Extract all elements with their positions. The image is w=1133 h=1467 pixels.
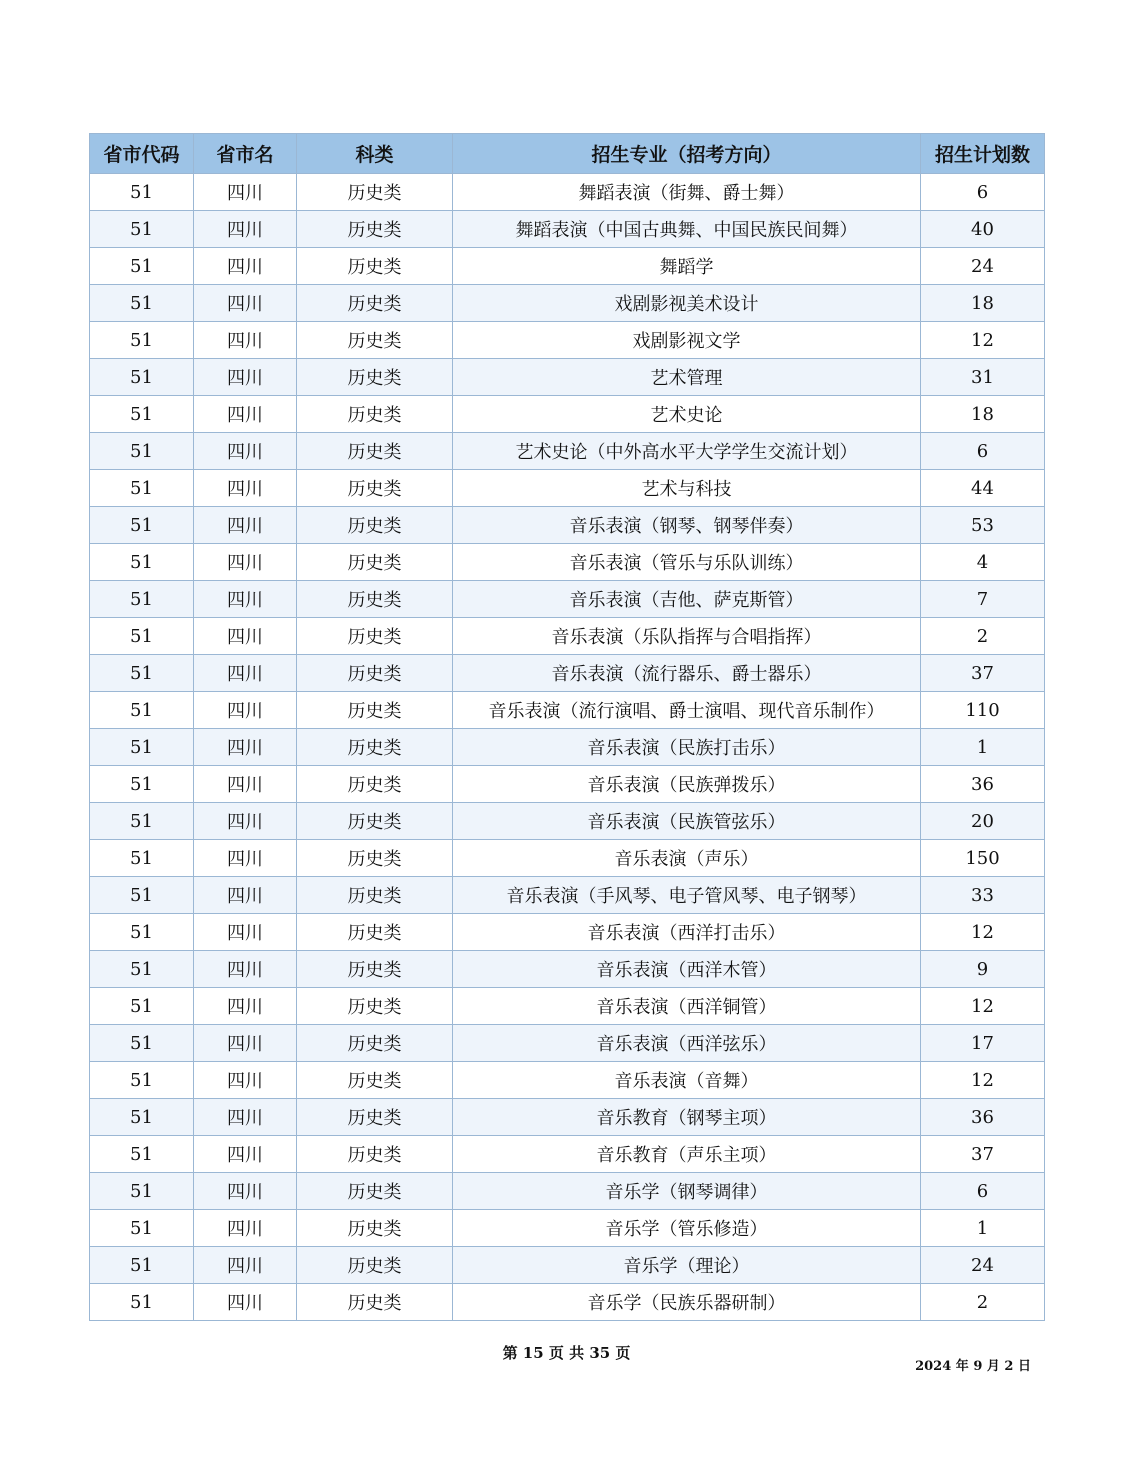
cell-province-code: 51 [90, 914, 194, 951]
cell-subject-category: 历史类 [297, 1210, 453, 1247]
cell-plan-count: 4 [921, 544, 1045, 581]
cell-plan-count: 53 [921, 507, 1045, 544]
cell-province-name: 四川 [194, 470, 297, 507]
cell-major: 音乐表演（西洋弦乐） [453, 1025, 921, 1062]
cell-province-name: 四川 [194, 581, 297, 618]
cell-province-code: 51 [90, 1099, 194, 1136]
cell-subject-category: 历史类 [297, 1136, 453, 1173]
cell-major: 音乐表演（音舞） [453, 1062, 921, 1099]
table-row [90, 433, 1045, 470]
cell-plan-count: 6 [921, 433, 1045, 470]
cell-subject-category: 历史类 [297, 1062, 453, 1099]
cell-major: 艺术与科技 [453, 470, 921, 507]
column-header-major: 招生专业（招考方向） [453, 134, 921, 174]
cell-province-name: 四川 [194, 803, 297, 840]
table-row [90, 766, 1045, 803]
cell-subject-category: 历史类 [297, 248, 453, 285]
table-row [90, 1099, 1045, 1136]
cell-major: 戏剧影视文学 [453, 322, 921, 359]
table-row [90, 877, 1045, 914]
cell-province-code: 51 [90, 951, 194, 988]
cell-subject-category: 历史类 [297, 877, 453, 914]
cell-major: 音乐表演（声乐） [453, 840, 921, 877]
cell-plan-count: 44 [921, 470, 1045, 507]
cell-province-name: 四川 [194, 914, 297, 951]
cell-plan-count: 12 [921, 914, 1045, 951]
cell-province-code: 51 [90, 322, 194, 359]
cell-province-name: 四川 [194, 618, 297, 655]
table-row [90, 470, 1045, 507]
cell-major: 音乐学（管乐修造） [453, 1210, 921, 1247]
cell-province-code: 51 [90, 507, 194, 544]
cell-province-code: 51 [90, 581, 194, 618]
cell-province-code: 51 [90, 655, 194, 692]
cell-province-code: 51 [90, 766, 194, 803]
cell-province-code: 51 [90, 618, 194, 655]
cell-subject-category: 历史类 [297, 803, 453, 840]
cell-plan-count: 37 [921, 655, 1045, 692]
cell-province-name: 四川 [194, 1025, 297, 1062]
cell-major: 音乐学（钢琴调律） [453, 1173, 921, 1210]
cell-major: 音乐教育（声乐主项） [453, 1136, 921, 1173]
cell-province-code: 51 [90, 396, 194, 433]
cell-province-code: 51 [90, 174, 194, 211]
cell-province-code: 51 [90, 1173, 194, 1210]
table-row [90, 951, 1045, 988]
cell-subject-category: 历史类 [297, 1099, 453, 1136]
cell-major: 音乐表演（民族弹拨乐） [453, 766, 921, 803]
cell-province-name: 四川 [194, 988, 297, 1025]
cell-province-code: 51 [90, 1136, 194, 1173]
cell-subject-category: 历史类 [297, 1247, 453, 1284]
table-row [90, 1284, 1045, 1321]
cell-province-name: 四川 [194, 396, 297, 433]
table-row [90, 396, 1045, 433]
cell-plan-count: 110 [921, 692, 1045, 729]
cell-plan-count: 33 [921, 877, 1045, 914]
table-row [90, 1136, 1045, 1173]
cell-province-name: 四川 [194, 544, 297, 581]
cell-subject-category: 历史类 [297, 285, 453, 322]
page-number: 第 15 页 共 35 页 [502, 1344, 631, 1362]
cell-plan-count: 150 [921, 840, 1045, 877]
table-row [90, 1247, 1045, 1284]
cell-province-name: 四川 [194, 1099, 297, 1136]
cell-subject-category: 历史类 [297, 174, 453, 211]
cell-major: 舞蹈表演（中国古典舞、中国民族民间舞） [453, 211, 921, 248]
cell-subject-category: 历史类 [297, 840, 453, 877]
column-header-province-code: 省市代码 [90, 134, 194, 174]
cell-province-code: 51 [90, 1062, 194, 1099]
cell-province-code: 51 [90, 248, 194, 285]
cell-plan-count: 37 [921, 1136, 1045, 1173]
cell-major: 音乐表演（手风琴、电子管风琴、电子钢琴） [453, 877, 921, 914]
table-row [90, 729, 1045, 766]
cell-province-name: 四川 [194, 359, 297, 396]
cell-subject-category: 历史类 [297, 211, 453, 248]
table-row [90, 507, 1045, 544]
cell-subject-category: 历史类 [297, 1173, 453, 1210]
enrollment-plan-table-container [89, 133, 1044, 1321]
table-row [90, 174, 1045, 211]
cell-plan-count: 9 [921, 951, 1045, 988]
cell-major: 戏剧影视美术设计 [453, 285, 921, 322]
cell-subject-category: 历史类 [297, 655, 453, 692]
table-row [90, 285, 1045, 322]
column-header-province-name: 省市名 [194, 134, 297, 174]
cell-province-name: 四川 [194, 1173, 297, 1210]
cell-province-name: 四川 [194, 322, 297, 359]
cell-plan-count: 17 [921, 1025, 1045, 1062]
cell-subject-category: 历史类 [297, 988, 453, 1025]
cell-major: 音乐表演（民族打击乐） [453, 729, 921, 766]
table-row [90, 840, 1045, 877]
cell-major: 音乐表演（西洋打击乐） [453, 914, 921, 951]
cell-plan-count: 40 [921, 211, 1045, 248]
cell-plan-count: 31 [921, 359, 1045, 396]
cell-major: 音乐表演（流行演唱、爵士演唱、现代音乐制作） [453, 692, 921, 729]
cell-subject-category: 历史类 [297, 581, 453, 618]
cell-plan-count: 6 [921, 174, 1045, 211]
cell-subject-category: 历史类 [297, 1284, 453, 1321]
cell-province-name: 四川 [194, 174, 297, 211]
table-body [90, 174, 1045, 1321]
table-row [90, 1173, 1045, 1210]
table-row [90, 692, 1045, 729]
cell-province-code: 51 [90, 1247, 194, 1284]
cell-province-name: 四川 [194, 433, 297, 470]
header-row [90, 134, 1045, 174]
cell-major: 音乐表演（吉他、萨克斯管） [453, 581, 921, 618]
cell-province-name: 四川 [194, 211, 297, 248]
column-header-subject-category: 科类 [297, 134, 453, 174]
cell-province-name: 四川 [194, 729, 297, 766]
cell-plan-count: 24 [921, 248, 1045, 285]
table-row [90, 655, 1045, 692]
cell-plan-count: 7 [921, 581, 1045, 618]
table-row [90, 988, 1045, 1025]
table-row [90, 359, 1045, 396]
table-row [90, 544, 1045, 581]
table-row [90, 803, 1045, 840]
cell-major: 音乐学（理论） [453, 1247, 921, 1284]
column-header-plan-count: 招生计划数 [921, 134, 1045, 174]
cell-plan-count: 2 [921, 1284, 1045, 1321]
enrollment-plan-table [89, 133, 1045, 1321]
cell-province-code: 51 [90, 544, 194, 581]
cell-plan-count: 1 [921, 1210, 1045, 1247]
cell-province-name: 四川 [194, 766, 297, 803]
cell-subject-category: 历史类 [297, 507, 453, 544]
cell-subject-category: 历史类 [297, 692, 453, 729]
cell-major: 艺术史论 [453, 396, 921, 433]
cell-subject-category: 历史类 [297, 470, 453, 507]
cell-plan-count: 18 [921, 285, 1045, 322]
cell-plan-count: 12 [921, 1062, 1045, 1099]
table-row [90, 581, 1045, 618]
cell-province-code: 51 [90, 359, 194, 396]
cell-province-code: 51 [90, 211, 194, 248]
table-row [90, 1025, 1045, 1062]
cell-province-code: 51 [90, 285, 194, 322]
cell-province-name: 四川 [194, 1247, 297, 1284]
table-row [90, 322, 1045, 359]
cell-subject-category: 历史类 [297, 914, 453, 951]
table-header [90, 134, 1045, 174]
cell-major: 音乐教育（钢琴主项） [453, 1099, 921, 1136]
cell-province-name: 四川 [194, 877, 297, 914]
table-row [90, 1210, 1045, 1247]
cell-province-name: 四川 [194, 285, 297, 322]
cell-province-name: 四川 [194, 692, 297, 729]
cell-plan-count: 20 [921, 803, 1045, 840]
cell-major: 艺术史论（中外高水平大学学生交流计划） [453, 433, 921, 470]
cell-major: 音乐表演（西洋铜管） [453, 988, 921, 1025]
cell-province-name: 四川 [194, 507, 297, 544]
cell-subject-category: 历史类 [297, 766, 453, 803]
cell-plan-count: 36 [921, 1099, 1045, 1136]
table-row [90, 914, 1045, 951]
cell-subject-category: 历史类 [297, 433, 453, 470]
cell-subject-category: 历史类 [297, 359, 453, 396]
cell-province-name: 四川 [194, 248, 297, 285]
cell-province-code: 51 [90, 692, 194, 729]
cell-province-name: 四川 [194, 1136, 297, 1173]
cell-province-name: 四川 [194, 655, 297, 692]
cell-province-code: 51 [90, 803, 194, 840]
cell-subject-category: 历史类 [297, 396, 453, 433]
print-date: 2024 年 9 月 2 日 [915, 1359, 1031, 1374]
cell-major: 音乐表演（钢琴、钢琴伴奏） [453, 507, 921, 544]
cell-province-name: 四川 [194, 1062, 297, 1099]
table-row [90, 618, 1045, 655]
cell-plan-count: 24 [921, 1247, 1045, 1284]
cell-major: 音乐表演（管乐与乐队训练） [453, 544, 921, 581]
cell-province-code: 51 [90, 1025, 194, 1062]
cell-subject-category: 历史类 [297, 544, 453, 581]
table-row [90, 248, 1045, 285]
cell-subject-category: 历史类 [297, 951, 453, 988]
cell-major: 音乐表演（西洋木管） [453, 951, 921, 988]
cell-plan-count: 1 [921, 729, 1045, 766]
cell-plan-count: 6 [921, 1173, 1045, 1210]
cell-province-code: 51 [90, 877, 194, 914]
cell-plan-count: 36 [921, 766, 1045, 803]
table-row [90, 211, 1045, 248]
cell-major: 舞蹈表演（街舞、爵士舞） [453, 174, 921, 211]
cell-major: 舞蹈学 [453, 248, 921, 285]
cell-province-code: 51 [90, 470, 194, 507]
cell-plan-count: 18 [921, 396, 1045, 433]
cell-province-code: 51 [90, 988, 194, 1025]
cell-subject-category: 历史类 [297, 618, 453, 655]
cell-plan-count: 12 [921, 322, 1045, 359]
cell-plan-count: 12 [921, 988, 1045, 1025]
cell-province-code: 51 [90, 1284, 194, 1321]
cell-province-name: 四川 [194, 951, 297, 988]
cell-province-name: 四川 [194, 1210, 297, 1247]
cell-subject-category: 历史类 [297, 729, 453, 766]
table-row [90, 1062, 1045, 1099]
cell-province-name: 四川 [194, 840, 297, 877]
cell-subject-category: 历史类 [297, 322, 453, 359]
cell-plan-count: 2 [921, 618, 1045, 655]
cell-province-code: 51 [90, 840, 194, 877]
cell-major: 音乐表演（乐队指挥与合唱指挥） [453, 618, 921, 655]
cell-province-code: 51 [90, 1210, 194, 1247]
cell-subject-category: 历史类 [297, 1025, 453, 1062]
cell-major: 音乐学（民族乐器研制） [453, 1284, 921, 1321]
cell-province-code: 51 [90, 433, 194, 470]
cell-major: 音乐表演（流行器乐、爵士器乐） [453, 655, 921, 692]
cell-province-code: 51 [90, 729, 194, 766]
cell-province-name: 四川 [194, 1284, 297, 1321]
cell-major: 艺术管理 [453, 359, 921, 396]
cell-major: 音乐表演（民族管弦乐） [453, 803, 921, 840]
